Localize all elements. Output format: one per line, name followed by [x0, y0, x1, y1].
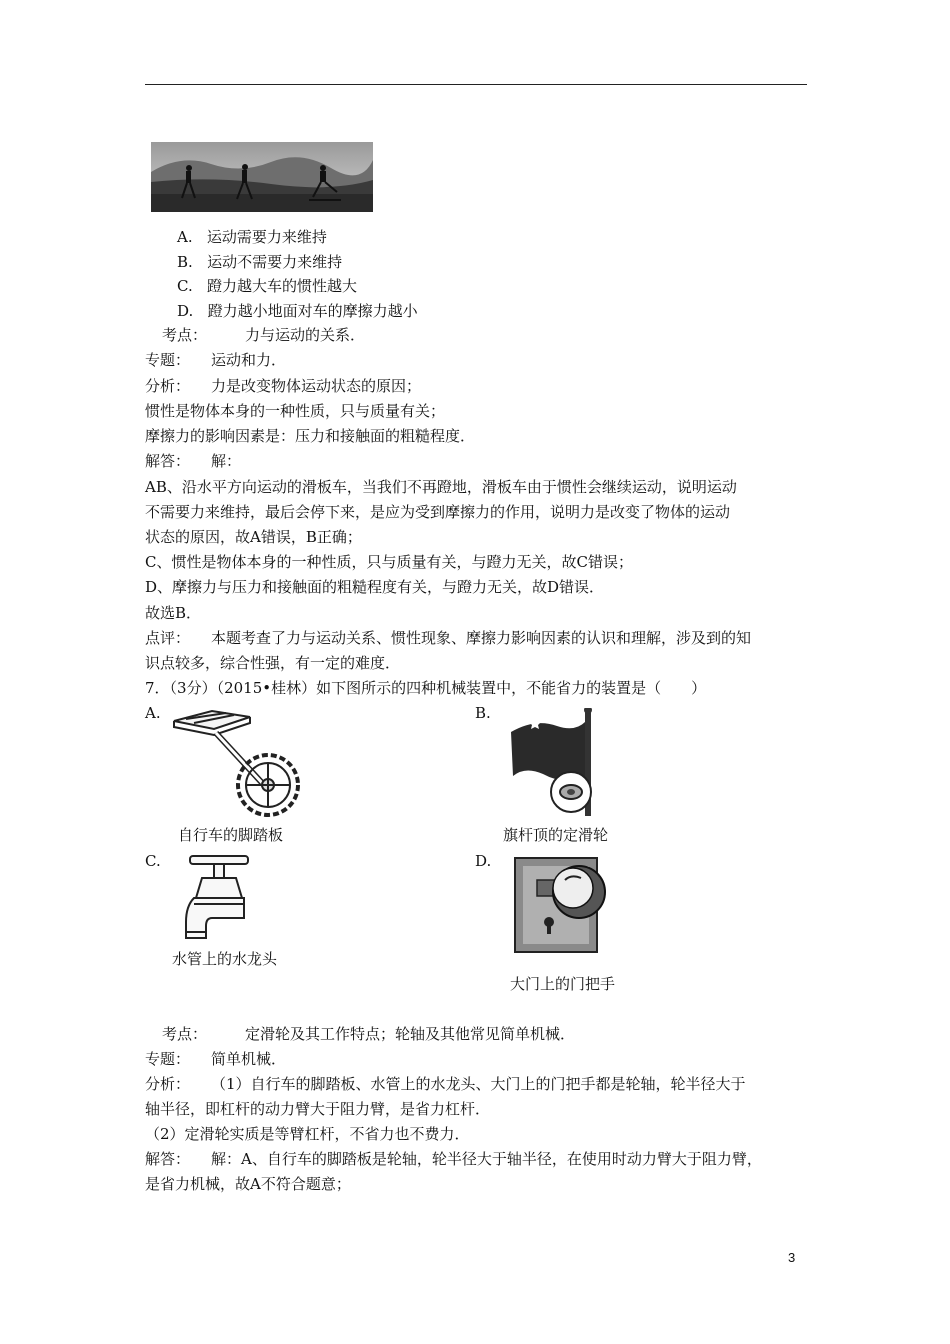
q7-kaodian-label: 考点：	[162, 1025, 208, 1043]
q7-b-letter: B.	[475, 704, 491, 722]
q7-zhuanti: 简单机械．	[211, 1050, 287, 1068]
q6-jieda-5: D、摩擦力与压力和接触面的粗糙程度有关，与蹬力无关，故D错误．	[145, 578, 605, 596]
option-text: 蹬力越大车的惯性越大	[207, 277, 358, 295]
q7-jieda-label: 解答：	[145, 1150, 191, 1168]
q6-fenxi: 力是改变物体运动状态的原因；	[211, 377, 422, 395]
option-letter: C.	[177, 277, 193, 295]
q6-fenxi-label: 分析：	[145, 377, 191, 395]
q7-c-caption: 水管上的水龙头	[172, 950, 278, 968]
q6-answer: 故选B．	[145, 604, 202, 622]
option-letter: A.	[177, 228, 193, 246]
q6-jieda-4: C、惯性是物体本身的一种性质，只与质量有关，与蹬力无关，故C错误；	[145, 553, 633, 571]
q7-jieda-1: 解：A、自行车的脚踏板是轮轴，轮半径大于轴半径，在使用时动力臂大于阻力臂，	[211, 1150, 762, 1168]
q6-jieda-2: 不需要力来维持，最后会停下来，是应为受到摩擦力的作用，说明力是改变了物体的运动	[145, 503, 731, 521]
q7-fenxi-2: 轴半径，即杠杆的动力臂大于阻力臂，是省力杠杆．	[145, 1100, 491, 1118]
q6-dianping-label: 点评：	[145, 629, 191, 647]
q7-zhuanti-label: 专题：	[145, 1050, 191, 1068]
option-text: 蹬力越小地面对车的摩擦力越小	[207, 302, 418, 320]
q6-kaodian: 力与运动的关系．	[245, 326, 366, 344]
scooter-photo	[151, 142, 373, 212]
q6-zhuanti: 运动和力．	[211, 351, 287, 369]
option-b	[177, 252, 342, 272]
q6-jieda-1: AB、沿水平方向运动的滑板车，当我们不再蹬地，滑板车由于惯性会继续运动，说明运动	[145, 478, 737, 496]
q6-dianping-1: 本题考查了力与运动关系、惯性现象、摩擦力影响因素的认识和理解，涉及到的知	[211, 629, 752, 647]
q7-fenxi-label: 分析：	[145, 1075, 191, 1093]
option-text: 运动不需要力来维持	[207, 253, 343, 271]
q6-jieda-label: 解答：	[145, 452, 191, 470]
flagpole-pulley-image	[505, 708, 597, 816]
option-c	[177, 276, 357, 296]
q7-d-caption: 大门上的门把手	[510, 975, 616, 993]
q7-a-letter: A.	[145, 704, 161, 722]
option-letter: D.	[177, 302, 194, 320]
q7-fenxi-1: （1）自行车的脚踏板、水管上的水龙头、大门上的门把手都是轮轴，轮半径大于	[211, 1075, 746, 1093]
q6-dianping-2: 识点较多，综合性强，有一定的难度．	[145, 654, 401, 672]
q7-d-letter: D.	[475, 852, 492, 870]
q6-jieda: 解：	[211, 452, 242, 470]
q6-fenxi-3: 摩擦力的影响因素是：压力和接触面的粗糙程度．	[145, 427, 476, 445]
option-a	[177, 227, 327, 247]
option-d	[177, 301, 418, 321]
q7-a-caption: 自行车的脚踏板	[178, 826, 284, 844]
q7-c-letter: C.	[145, 852, 161, 870]
q6-jieda-3: 状态的原因，故A错误，B正确；	[145, 528, 362, 546]
q6-fenxi-2: 惯性是物体本身的一种性质，只与质量有关；	[145, 402, 446, 420]
q6-kaodian-label: 考点：	[162, 326, 208, 344]
q6-zhuanti-label: 专题：	[145, 351, 191, 369]
bicycle-pedal-image	[172, 703, 312, 818]
water-faucet-image	[172, 852, 272, 944]
option-letter: B.	[177, 253, 193, 271]
q7-jieda-2: 是省力机械，故A不符合题意；	[145, 1175, 351, 1193]
q7-kaodian: 定滑轮及其工作特点；轮轴及其他常见简单机械．	[245, 1025, 576, 1043]
header-rule	[145, 84, 807, 85]
page-number: 3	[788, 1250, 796, 1265]
q7-b-caption: 旗杆顶的定滑轮	[503, 826, 609, 844]
option-text: 运动需要力来维持	[206, 228, 327, 246]
door-knob-image	[513, 856, 608, 954]
q7-fenxi-3: （2）定滑轮实质是等臂杠杆，不省力也不费力．	[145, 1125, 470, 1143]
q7-stem: 7．（3分）（2015•桂林）如下图所示的四种机械装置中，不能省力的装置是（ ）	[145, 679, 707, 697]
